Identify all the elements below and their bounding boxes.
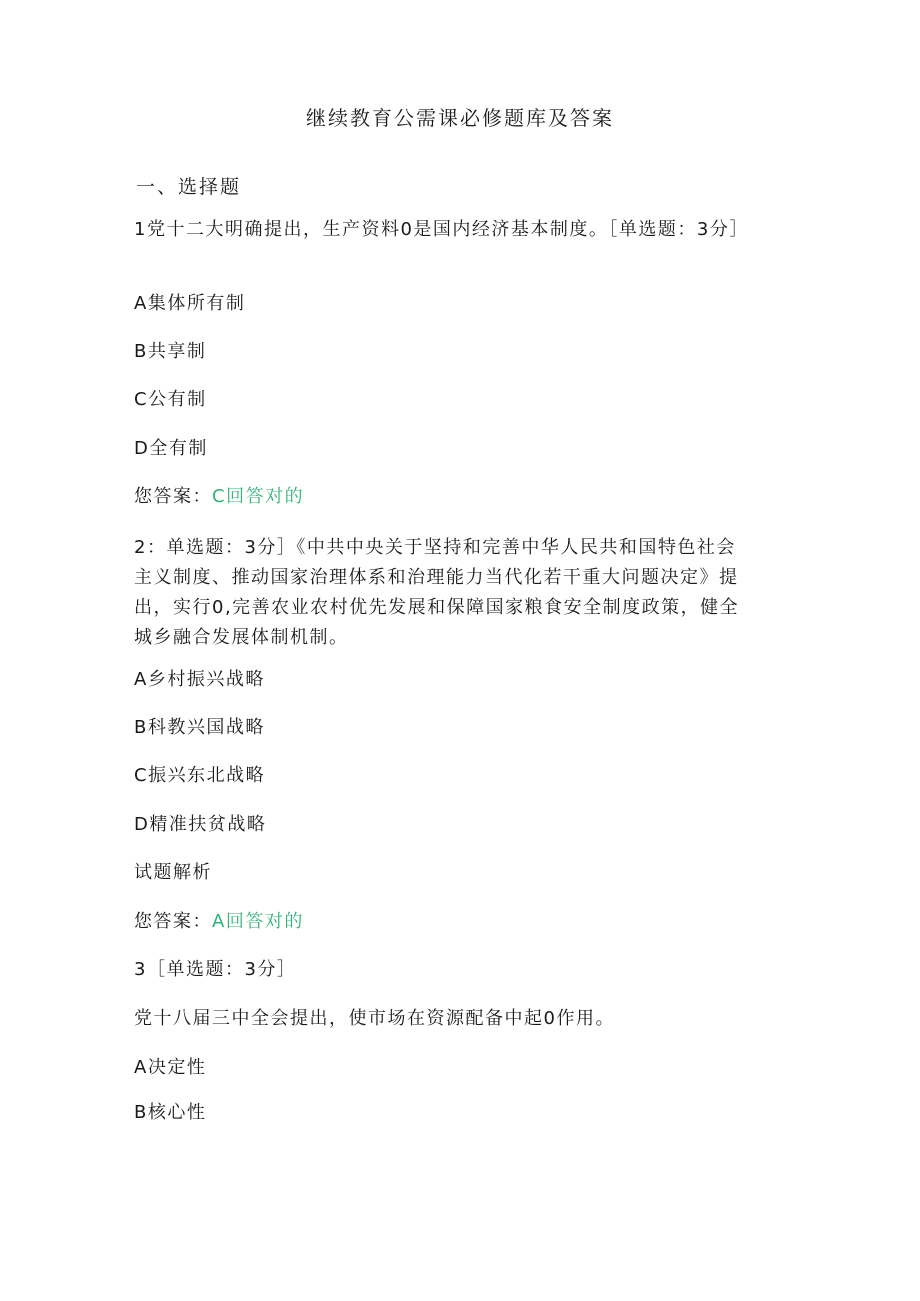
question-3-option-b: B核心性: [134, 1102, 207, 1123]
question-2-answer-label: 您答案：: [134, 911, 212, 932]
document-title: 继续教育公需课必修题库及答案: [306, 106, 614, 130]
question-2-option-a: A乡村振兴战略: [134, 669, 265, 690]
question-2-answer-value: A回答对的: [212, 911, 304, 932]
question-1-option-b: B共享制: [134, 341, 207, 362]
question-1-answer-value: C回答对的: [212, 486, 305, 507]
question-1-answer-label: 您答案：: [134, 486, 212, 507]
question-3-option-a: A决定性: [134, 1057, 207, 1078]
question-1-option-a: A集体所有制: [134, 293, 246, 314]
question-2-stem-line-4: 城乡融合发展体制机制。: [134, 627, 349, 648]
question-2-stem-line-2: 主义制度、推动国家治理体系和治理能力当代化若干重大问题决定》提: [134, 567, 739, 588]
question-2-option-c: C振兴东北战略: [134, 765, 266, 786]
question-2-option-d: D精准扶贫战略: [134, 814, 267, 835]
question-2-stem-line-3: 出，实行0,完善农业农村优先发展和保障国家粮食安全制度政策，健全: [134, 597, 740, 618]
section-heading: 一、选择题: [136, 176, 242, 198]
question-1-option-d: D全有制: [134, 438, 208, 459]
question-2-answer: [134, 908, 764, 936]
question-1-answer: [134, 483, 764, 511]
question-3-stem: 党十八届三中全会提出，使市场在资源配备中起0作用。: [134, 1008, 615, 1029]
question-3-header: 3［单选题：3分］: [134, 959, 297, 980]
question-2-analysis: 试题解析: [134, 862, 212, 883]
question-1-stem: 1党十二大明确提出，生产资料0是国内经济基本制度。［单选题：3分］: [134, 219, 749, 240]
question-2-stem-line-1: 2：单选题：3分］《中共中央关于坚持和完善中华人民共和国特色社会: [134, 537, 736, 558]
question-1-option-c: C公有制: [134, 389, 207, 410]
question-2-option-b: B科教兴国战略: [134, 717, 265, 738]
